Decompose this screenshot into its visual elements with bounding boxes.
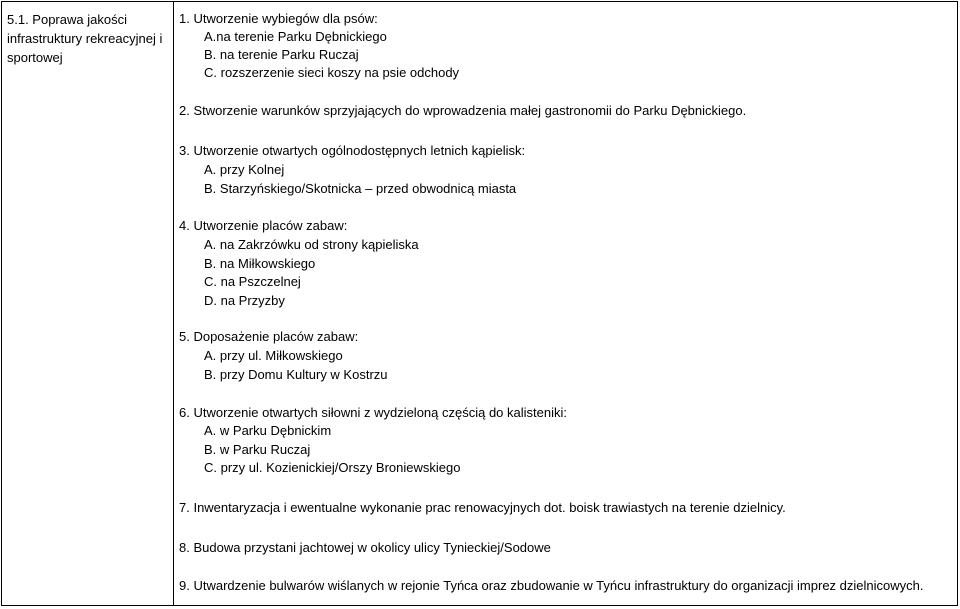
column-divider <box>173 2 174 605</box>
document-table <box>1 1 958 606</box>
category-line: sportowej <box>7 50 63 65</box>
item-4-c: C. na Pszczelnej <box>204 274 301 289</box>
item-8-title: 8. Budowa przystani jachtowej w okolicy ulicy Tynieckiej/Sodowe <box>179 540 551 555</box>
item-1-b: B. na terenie Parku Ruczaj <box>204 47 359 62</box>
item-6-b: B. w Parku Ruczaj <box>204 442 311 457</box>
category-cell <box>7 10 167 67</box>
item-9-title: 9. Utwardzenie bulwarów wiślanych w rejonie Tyńca oraz zbudowanie w Tyńcu infrastruktury do organizacji imprez dzielnicowych. <box>179 578 924 593</box>
item-5-title: 5. Doposażenie placów zabaw: <box>179 329 359 344</box>
item-7-title: 7. Inwentaryzacja i ewentualne wykonanie prac renowacyjnych dot. boisk trawiastych na terenie dzielnicy. <box>179 500 786 515</box>
item-3-b: B. Starzyńskiego/Skotnicka – przed obwodnicą miasta <box>204 181 517 196</box>
item-1-c: C. rozszerzenie sieci koszy na psie odchody <box>204 65 460 80</box>
item-4-b: B. na Miłkowskiego <box>204 256 316 271</box>
item-6-title: 6. Utworzenie otwartych siłowni z wydzieloną częścią do kalisteniki: <box>179 405 567 420</box>
item-6-a: A. w Parku Dębnickim <box>204 423 332 438</box>
item-5-a: A. przy ul. Miłkowskiego <box>204 348 343 363</box>
category-line: infrastruktury rekreacyjnej i <box>7 31 163 46</box>
item-4-a: A. na Zakrzówku od strony kąpieliska <box>204 237 419 252</box>
item-6-c: C. przy ul. Kozienickiej/Orszy Broniewskiego <box>204 460 461 475</box>
category-line: 5.1. Poprawa jakości <box>7 12 127 27</box>
item-3-title: 3. Utworzenie otwartych ogólnodostępnych letnich kąpielisk: <box>179 143 526 158</box>
item-1-a: A.na terenie Parku Dębnickiego <box>204 29 387 44</box>
item-5-b: B. przy Domu Kultury w Kostrzu <box>204 367 388 382</box>
item-1-title: 1. Utworzenie wybiegów dla psów: <box>179 11 378 26</box>
item-4-d: D. na Przyzby <box>204 293 285 308</box>
item-2-title: 2. Stworzenie warunków sprzyjających do wprowadzenia małej gastronomii do Parku Dębnickiego. <box>179 103 747 118</box>
item-3-a: A. przy Kolnej <box>204 162 285 177</box>
item-4-title: 4. Utworzenie placów zabaw: <box>179 218 348 233</box>
